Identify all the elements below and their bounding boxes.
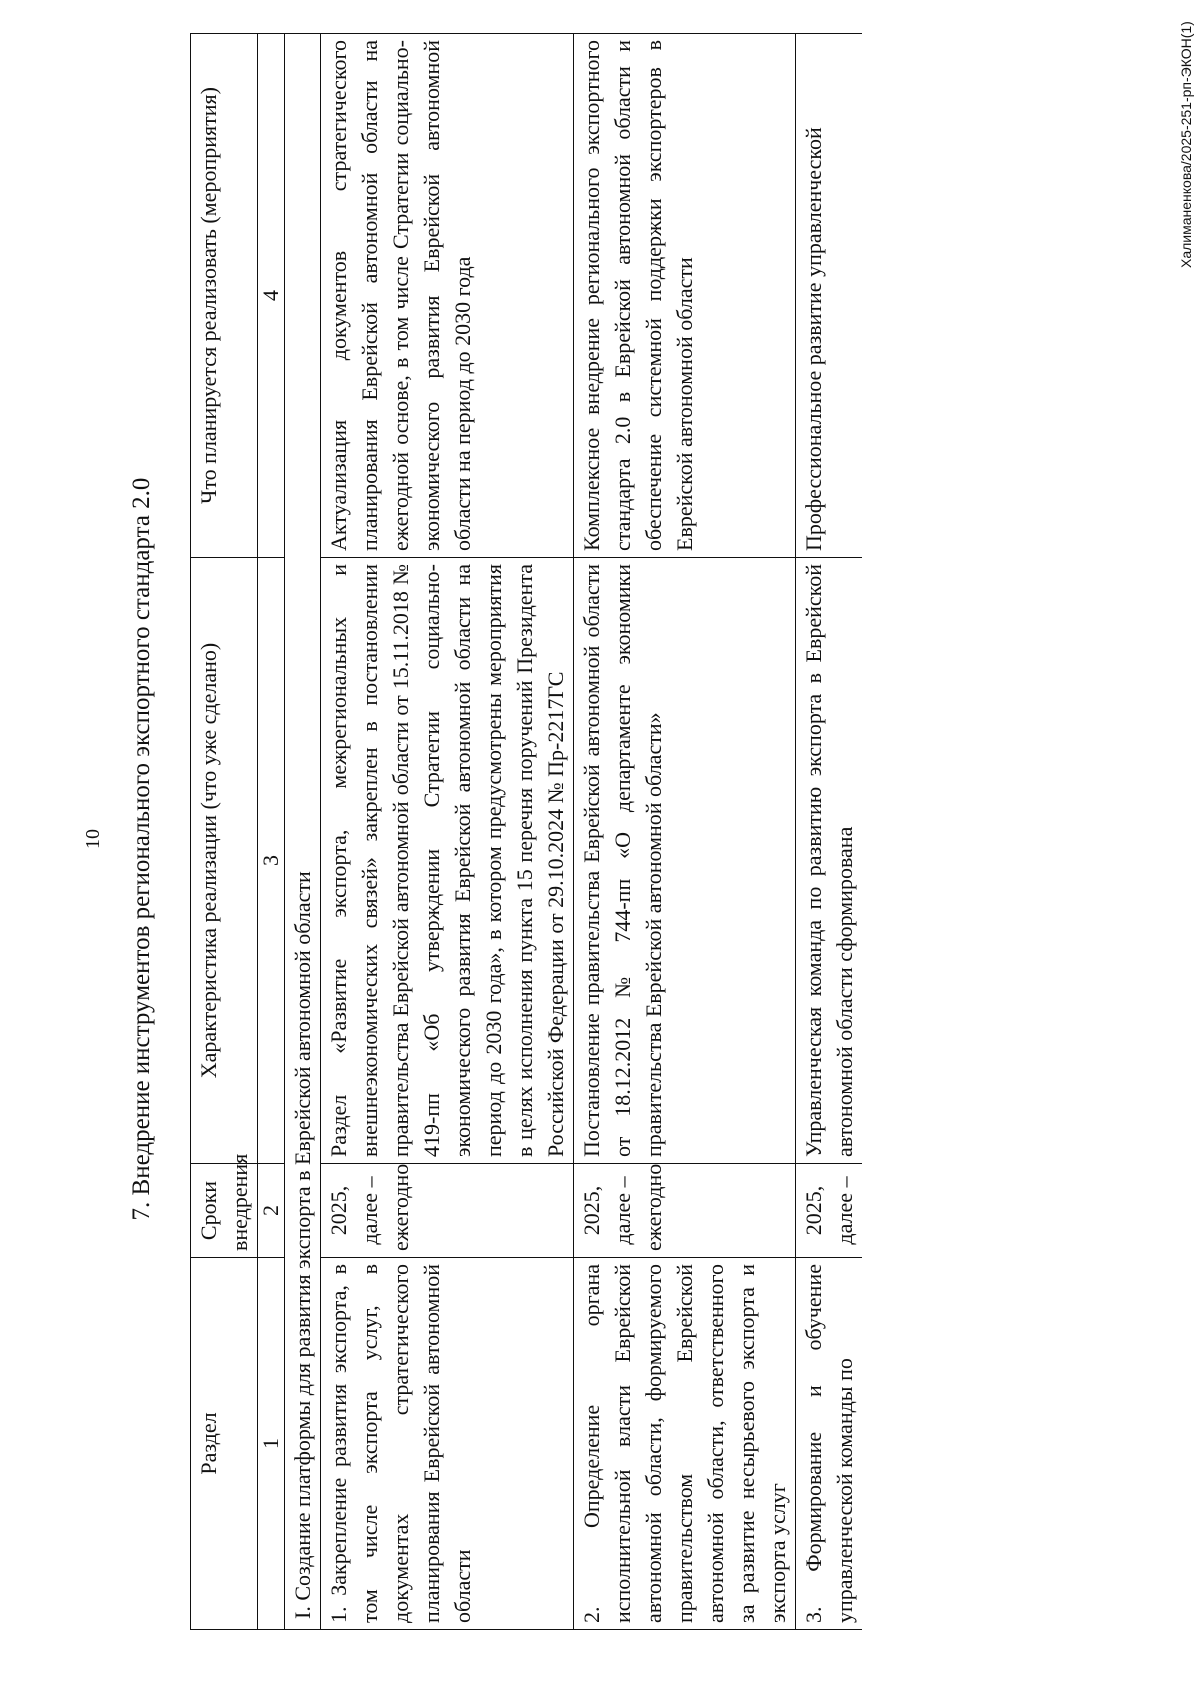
table-row <box>796 34 863 1630</box>
column-number: 1 <box>258 1258 285 1630</box>
table-header-row <box>191 34 258 1630</box>
table-row <box>574 34 796 1630</box>
cell-harakteristika: Раздел «Развитие экспорта, межрегиональных и внешнеэкономических связей» закреплен в постановлении правительства Еврейской автономной области от 15.11.2018 № 419-пп «Об утверждении Стратегии социально-экономического развития Еврейской автономной области на период до 2030 года», в котором предусмотрены мероприятия в целях исполнения пункта 15 перечня поручений Президента Российской Федерации от 29.10.2024 № Пр-2217ГС <box>321 558 574 1164</box>
header-sroki: Сроки внедрения <box>191 1164 258 1258</box>
header-razdel: Раздел <box>191 1258 258 1630</box>
table-row <box>321 34 574 1630</box>
document-code: Халиманенкова/2025-251-рп-ЭКОН(1) <box>1178 21 1194 268</box>
cell-razdel: 1. Закрепление развития экспорта, в том числе экспорта услуг, в документах стратегического планирования Еврейской автономной области <box>321 1258 574 1630</box>
column-number: 2 <box>258 1164 285 1258</box>
cell-plan: Комплексное внедрение регионального экспортного стандарта 2.0 в Еврейской автономной области и обеспечение системной поддержки экспортеров в Еврейской автономной области <box>574 34 796 558</box>
column-number: 3 <box>258 558 285 1164</box>
cell-harakteristika: Постановление правительства Еврейской автономной области от 18.12.2012 № 744-пп «О департаменте экономики правительства Еврейской автономной области» <box>574 558 796 1164</box>
cell-plan: Актуализация документов стратегического планирования Еврейской автономной области на ежегодной основе, в том числе Стратегии социально-экономического развития Еврейской автономной области на период до 2030 года <box>321 34 574 558</box>
cell-harakteristika: Управленческая команда по развитию экспорта в Еврейской автономной области сформирована <box>796 558 863 1164</box>
header-harakteristika: Характеристика реализации (что уже сделано) <box>191 558 258 1164</box>
export-standard-table <box>190 33 862 1630</box>
cell-sroki: 2025, далее – ежегодно <box>574 1164 796 1258</box>
cell-razdel: 2. Определение органа исполнительной власти Еврейской автономной области, формируемого правительством Еврейской автономной области, ответственного за развитие несырьевого экспорта и экспорта услуг <box>574 1258 796 1630</box>
column-number: 4 <box>258 34 285 558</box>
header-plan: Что планируется реализовать (мероприятия) <box>191 34 258 558</box>
cell-razdel: 3. Формирование и обучение управленческой команды по <box>796 1258 863 1630</box>
section-title: I. Создание платформы для развития экспорта в Еврейской автономной области <box>285 34 321 1630</box>
column-number-row <box>258 34 285 1630</box>
cell-sroki: 2025, далее – ежегодно <box>321 1164 574 1258</box>
cell-sroki: 2025, далее – <box>796 1164 863 1258</box>
page-title: 7. Внедрение инструментов регионального экспортного стандарта 2.0 <box>128 477 155 1221</box>
section-row <box>285 34 321 1630</box>
page-number: 10 <box>82 829 104 849</box>
cell-plan: Профессиональное развитие управленческой <box>796 34 863 558</box>
